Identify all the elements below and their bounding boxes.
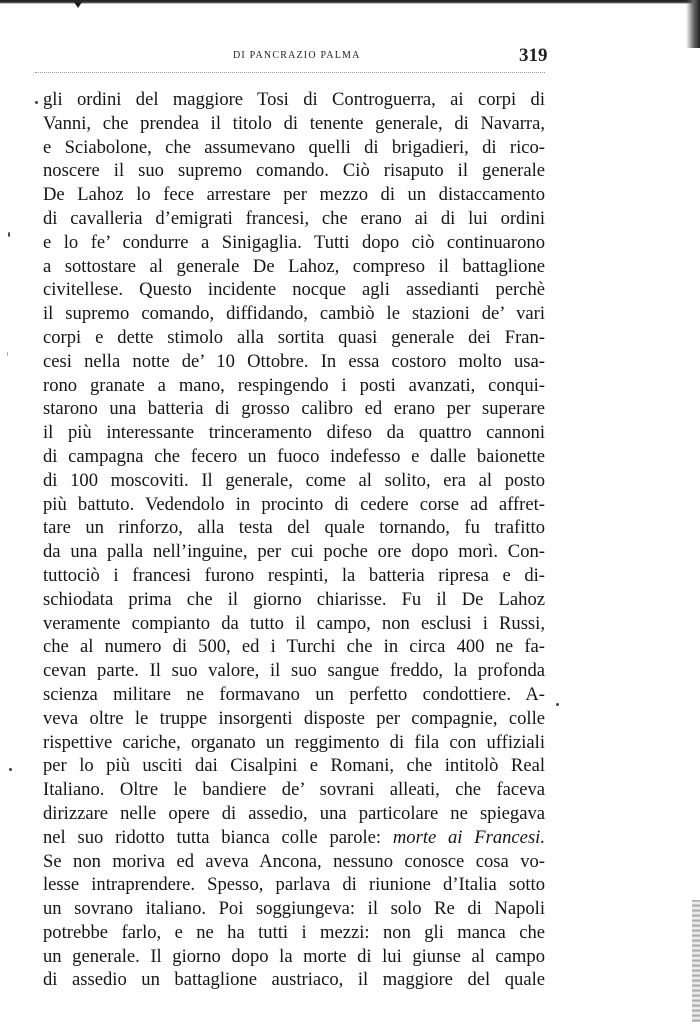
text-line: tuttociò i francesi furono respinti, la batteria ripresa e di- — [43, 564, 545, 586]
text-line: di assedio un battaglione austriaco, il maggiore del quale — [43, 969, 545, 991]
text-line: un generale. Il giorno dopo la morte di lui giunse al campo — [43, 945, 545, 967]
scan-speck — [7, 352, 8, 356]
text-line: starono una batteria di grosso calibro ed erano per superare — [43, 398, 545, 420]
scan-speck — [556, 703, 559, 706]
text-line: rono granate a mano, respingendo i posti avanzati, conqui- — [43, 374, 545, 396]
text-line: tare un rinforzo, alla testa del quale tornando, fu trafitto — [43, 517, 545, 539]
text-line: più battuto. Vedendolo in procinto di cedere corse ad affret- — [43, 493, 545, 515]
text-line: di campagna che fecero un fuoco indefesso e dalle baionette — [43, 445, 545, 467]
text-line: di 100 moscoviti. Il generale, come al solito, era al posto — [43, 469, 545, 491]
text-line: veramente compianto da tutto il campo, non esclusi i Russi, — [43, 612, 545, 634]
text-line: e Sciabolone, che assumevano quelli di brigadieri, di rico- — [43, 136, 545, 158]
text-line: un sovrano italiano. Poi soggiungeva: il solo Re di Napoli — [43, 898, 545, 920]
scan-edge-mark — [74, 2, 82, 8]
text-line: potrebbe farlo, e ne ha tutti i mezzi: non gli manca che — [43, 921, 545, 943]
header-dotted-rule — [35, 72, 545, 73]
scan-binding-edge — [692, 900, 700, 1022]
text-line: noscere il suo supremo comando. Ciò risaputo il generale — [43, 160, 545, 182]
text-line: corpi e dette stimolo alla sortita quasi generale dei Fran- — [43, 326, 545, 348]
text-line: veva oltre le truppe insorgenti disposte per compagnie, colle — [43, 707, 545, 729]
text-line: Italiano. Oltre le bandiere de’ sovrani alleati, che faceva — [43, 779, 545, 801]
scan-corner-shadow — [686, 0, 700, 48]
body-text — [43, 88, 545, 992]
scan-speck — [9, 768, 12, 771]
text-line: a sottostare al generale De Lahoz, compreso il battaglione — [43, 255, 545, 277]
scan-top-edge — [0, 0, 700, 4]
text-line: di cavalleria d’emigrati francesi, che erano ai di lui ordini — [43, 207, 545, 229]
text-line: scienza militare ne formavano un perfetto condottiere. A- — [43, 683, 545, 705]
running-head — [0, 45, 700, 67]
text-line-with-italic — [43, 826, 545, 850]
text-line: dirizzare nelle opere di assedio, una particolare ne spiegava — [43, 802, 545, 824]
scan-speck — [35, 101, 38, 104]
text-line: Se non moriva ed aveva Ancona, nessuno conosce cosa vo- — [43, 850, 545, 872]
text-line: il più interessante trinceramento difeso da quattro cannoni — [43, 422, 545, 444]
text-line: e lo fe’ condurre a Sinigaglia. Tutti dopo ciò continuarono — [43, 231, 545, 253]
text-segment: nel suo ridotto tutta bianca colle parole: — [43, 826, 393, 848]
text-line: gli ordini del maggiore Tosi di Controguerra, ai corpi di — [43, 89, 545, 110]
text-line: cesi nella notte de’ 10 Ottobre. In essa costoro molto usa- — [43, 350, 545, 372]
text-line: schiodata prima che il giorno chiarisse. Fu il De Lahoz — [43, 588, 545, 610]
text-line: civitellese. Questo incidente nocque agli assedianti perchè — [43, 279, 545, 301]
text-line: Vanni, che prendea il titolo di tenente generale, di Navarra, — [43, 112, 545, 134]
italic-phrase: morte ai Francesi. — [392, 826, 545, 848]
text-line: da una palla nell’inguine, per cui poche ore dopo morì. Con- — [43, 541, 545, 563]
text-line: che al numero di 500, ed i Turchi che in circa 400 ne fa- — [43, 636, 545, 658]
text-line: lesse intraprendere. Spesso, parlava di riunione d’Italia sotto — [43, 874, 545, 896]
scan-speck — [8, 232, 10, 237]
running-title: DI PANCRAZIO PALMA — [233, 50, 361, 61]
text-line: rispettive cariche, organato un reggimento di fila con uffiziali — [43, 731, 545, 753]
page-number: 319 — [519, 45, 548, 66]
text-line: il supremo comando, diffidando, cambiò le stazioni de’ vari — [43, 303, 545, 325]
text-line: cevan parte. Il suo valore, il suo sangue freddo, la profonda — [43, 660, 545, 682]
text-line: per lo più usciti dai Cisalpini e Romani, che intitolò Real — [43, 755, 545, 777]
text-line: De Lahoz lo fece arrestare per mezzo di un distaccamento — [43, 184, 545, 206]
